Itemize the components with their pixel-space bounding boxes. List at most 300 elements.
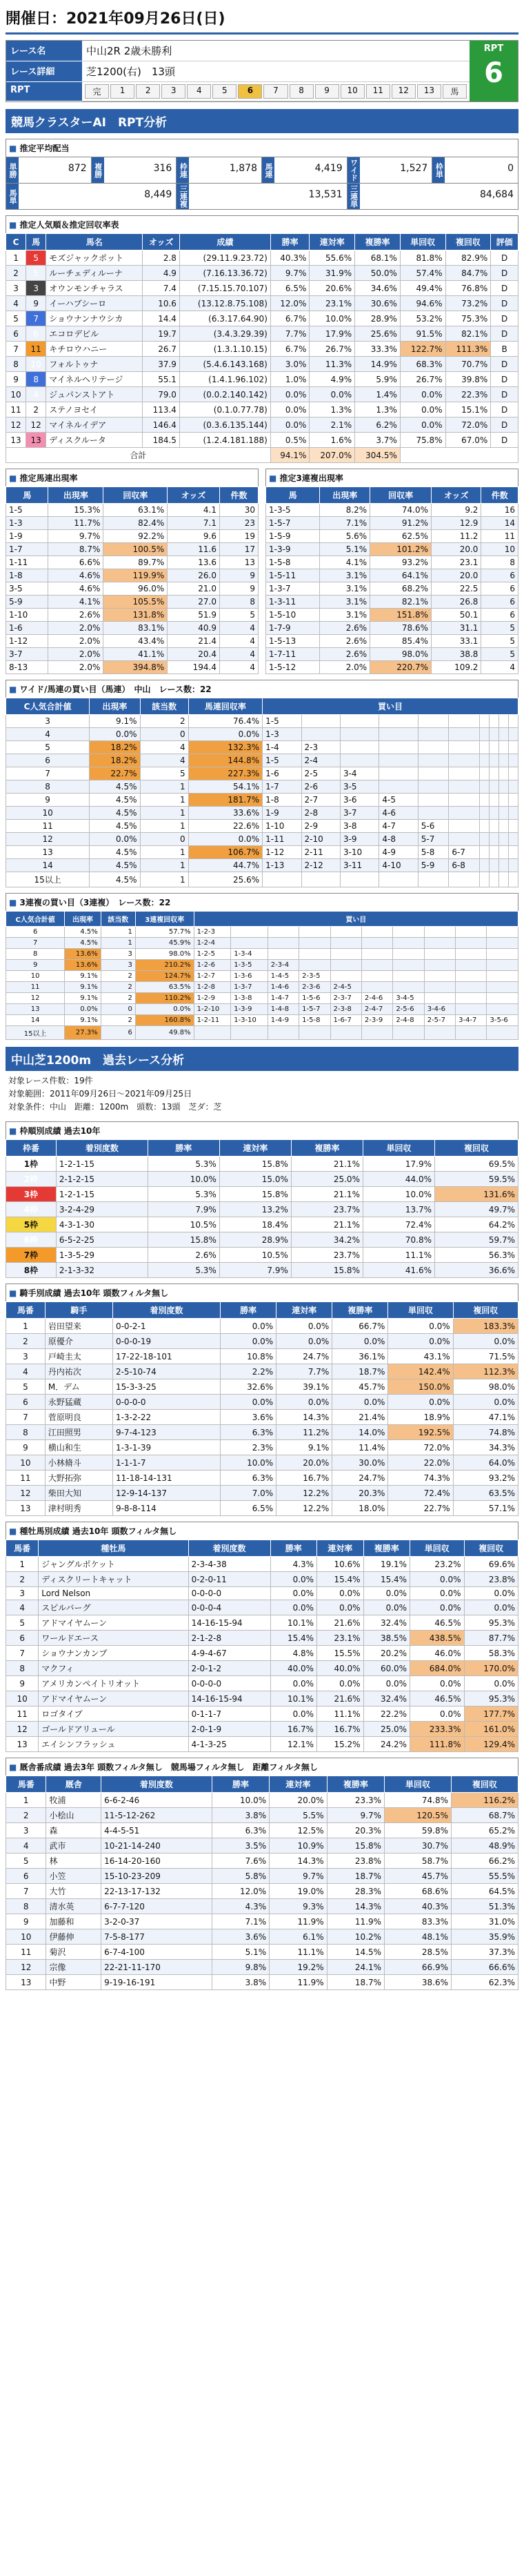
table-cell: 13 — [6, 846, 90, 859]
table-cell: 1-6 — [6, 622, 48, 635]
table-cell: 0.0% — [276, 1334, 332, 1349]
bet-combination: 1-2-11 — [194, 1015, 231, 1026]
table-cell: 4.1% — [48, 596, 103, 609]
table-row — [6, 1425, 518, 1440]
table-cell: 12 — [6, 417, 26, 433]
table-row — [266, 661, 518, 674]
race-tab-1[interactable]: 1 — [110, 84, 134, 99]
table-cell: D — [491, 372, 518, 387]
table-cell: 6.7% — [270, 342, 310, 357]
table-cell: 10.1% — [270, 1691, 317, 1707]
table-cell: 150.0% — [388, 1379, 453, 1395]
table-cell: 0 — [101, 1004, 135, 1015]
bet-combination — [393, 971, 424, 982]
table-cell: 9 — [26, 296, 46, 311]
table-cell: 11.9% — [270, 1914, 327, 1929]
bet-combination — [489, 846, 498, 859]
table-cell: 74.3% — [388, 1471, 453, 1486]
payout-label: 単勝 — [6, 157, 19, 183]
table-cell: 40.0% — [317, 1661, 364, 1676]
table-cell: D — [491, 417, 518, 433]
table-row — [6, 1615, 518, 1631]
table-cell: 2枠 — [6, 1172, 57, 1187]
table-cell: 10 — [6, 387, 26, 402]
table-cell: 15.0% — [219, 1172, 291, 1187]
race-tab-13[interactable]: 13 — [417, 84, 441, 99]
table-cell: 15.5% — [317, 1646, 364, 1661]
table-cell: 22.2% — [363, 1707, 410, 1722]
bet-combination — [498, 859, 508, 872]
bet-combination — [361, 927, 392, 938]
bet-combination — [393, 927, 424, 938]
table-cell: 9.8% — [212, 1960, 269, 1975]
bet-combination: 2-3-7 — [330, 993, 361, 1004]
race-tab-4[interactable]: 4 — [187, 84, 211, 99]
column-header: 馬 — [6, 487, 48, 504]
bet-combination — [379, 741, 418, 754]
table-cell: 11 — [6, 402, 26, 417]
total-value: 94.1% — [270, 448, 310, 463]
bet-combination: 2-3-6 — [299, 982, 330, 993]
column-header: 回収率 — [103, 487, 168, 504]
bet-combination — [231, 927, 268, 938]
table-cell: 14.5% — [327, 1945, 384, 1960]
column-header: C人気合計値 — [6, 912, 65, 927]
table-cell: 1-12 — [6, 635, 48, 648]
table-cell: (1.3.1.10.15) — [179, 342, 270, 357]
table-row — [266, 543, 518, 556]
table-cell: 30.6% — [355, 296, 401, 311]
table-cell: 58.7% — [385, 1854, 452, 1869]
table-cell: 30 — [219, 504, 258, 517]
column-header: C人気合計値 — [6, 698, 90, 715]
table-cell: 0.0% — [317, 1587, 364, 1600]
bet-combination: 1-6-7 — [330, 1015, 361, 1026]
table-row — [6, 1004, 518, 1015]
race-tab-8[interactable]: 8 — [290, 84, 314, 99]
bet-combination: 6-7 — [449, 846, 480, 859]
table-cell: D — [491, 387, 518, 402]
column-header: 単回収 — [400, 234, 445, 250]
table-cell: 1.0% — [270, 372, 310, 387]
table-cell: 20.0% — [270, 1793, 327, 1808]
trainer-table — [6, 1776, 518, 1990]
race-detail-label: レース詳細 — [6, 61, 82, 82]
table-cell: (13.12.8.75.108) — [179, 296, 270, 311]
table-row — [6, 1600, 518, 1615]
table-cell: 10.0% — [148, 1172, 219, 1187]
table-cell: 6 — [6, 1395, 46, 1410]
race-tab-6[interactable]: 6 — [238, 84, 262, 99]
table-row — [6, 596, 259, 609]
table-cell: 26.7% — [400, 372, 445, 387]
table-cell: 0-2-0-11 — [188, 1572, 270, 1587]
bet-combination — [418, 741, 449, 754]
bet-combination: 6-8 — [449, 859, 480, 872]
payout-cell — [262, 157, 347, 183]
payout-value: 872 — [68, 163, 87, 174]
table-cell: 91.2% — [370, 517, 432, 530]
table-cell: 47.1% — [453, 1410, 518, 1425]
column-header: 馬番 — [6, 1540, 39, 1557]
table-cell: 13.7% — [363, 1202, 434, 1217]
table-cell: 75.8% — [400, 433, 445, 448]
table-cell: 4-4-5-51 — [101, 1823, 212, 1838]
table-cell: 6.7% — [270, 311, 310, 326]
bet-combination — [424, 1026, 455, 1040]
bet-combination: 2-3-4 — [268, 960, 299, 971]
race-tab-11[interactable]: 11 — [366, 84, 390, 99]
bet-combination: 2-7 — [301, 794, 340, 807]
table-cell: 0.0% — [332, 1395, 388, 1410]
bet-combination — [479, 741, 489, 754]
table-cell: 12-9-14-137 — [112, 1486, 220, 1501]
table-cell: 13 — [6, 1975, 46, 1990]
table-cell: 5 — [219, 609, 258, 622]
table-cell: 129.4% — [464, 1737, 518, 1752]
table-cell: 11 — [6, 982, 65, 993]
table-cell: 12 — [6, 993, 65, 1004]
table-cell: 7 — [6, 1884, 46, 1899]
table-cell: 2 — [6, 266, 26, 281]
bet-combination — [449, 715, 480, 728]
bet-combination: 2-3 — [301, 741, 340, 754]
table-cell: 2 — [101, 1015, 135, 1026]
table-cell: 82.9% — [445, 250, 491, 266]
table-cell: 6.5% — [270, 281, 310, 296]
table-row — [6, 1232, 518, 1248]
column-header: 該当数 — [101, 912, 135, 927]
table-cell: 13.2% — [219, 1202, 291, 1217]
table-cell: 17-22-18-101 — [112, 1349, 220, 1364]
table-cell: 9.7% — [270, 1869, 327, 1884]
bet-combination: 1-3-8 — [231, 993, 268, 1004]
table-cell: 4.1 — [168, 504, 220, 517]
table-cell: 22-21-11-170 — [101, 1960, 212, 1975]
bet-combination: 1-2-7 — [194, 971, 231, 982]
table-cell: 6 — [6, 754, 90, 767]
table-cell: 15-10-23-209 — [101, 1869, 212, 1884]
table-cell: 12.2% — [276, 1501, 332, 1516]
table-cell: 26.7 — [143, 342, 180, 357]
table-cell: 24.1% — [327, 1960, 384, 1975]
table-cell: 81.8% — [400, 250, 445, 266]
table-cell: 28.5% — [385, 1945, 452, 1960]
total-value: 304.5% — [355, 448, 401, 463]
bet-combination — [449, 728, 480, 741]
table-cell: 49.4% — [400, 281, 445, 296]
table-cell: 19.7 — [143, 326, 180, 342]
table-cell: 11.4% — [332, 1440, 388, 1455]
bet-combination — [330, 938, 361, 949]
column-header: 馬連回収率 — [188, 698, 262, 715]
table-cell: 6 — [481, 596, 518, 609]
table-cell: 1-1-1-7 — [112, 1455, 220, 1471]
bet-combination — [194, 1026, 231, 1040]
race-tab-馬[interactable]: 馬 — [443, 84, 467, 99]
table-cell: 181.7% — [188, 794, 262, 807]
bet-combination — [456, 960, 487, 971]
table-cell: 394.8% — [103, 661, 168, 674]
table-cell: 0-0-2-1 — [112, 1319, 220, 1334]
table-cell: 1 — [6, 1793, 46, 1808]
bet-combination: 4-8 — [379, 833, 418, 846]
table-cell: 6 — [6, 326, 26, 342]
table-cell: 32.6% — [221, 1379, 276, 1395]
bet-combination: 1-4-9 — [268, 1015, 299, 1026]
table-row — [6, 1945, 518, 1960]
table-cell: 142.4% — [388, 1364, 453, 1379]
race-tab-9[interactable]: 9 — [315, 84, 339, 99]
bet-combination — [449, 780, 480, 794]
table-cell: 2.6% — [148, 1248, 219, 1263]
table-cell: 40.9 — [168, 622, 220, 635]
race-tab-5[interactable]: 5 — [212, 84, 236, 99]
table-row — [6, 1172, 518, 1187]
table-cell: 9 — [6, 1440, 46, 1455]
table-cell: 94.6% — [400, 296, 445, 311]
table-cell: 10.6% — [317, 1557, 364, 1572]
race-tab-10[interactable]: 10 — [341, 84, 365, 99]
table-cell: 132.3% — [188, 741, 262, 754]
table-cell: ゴールドアリュール — [39, 1722, 188, 1737]
bet-combination — [456, 949, 487, 960]
table-cell: 72.4% — [388, 1486, 453, 1501]
table-cell: 32.4% — [363, 1615, 410, 1631]
bet-combination — [498, 754, 508, 767]
bet-combination: 3-9 — [340, 833, 379, 846]
table-cell: 8 — [6, 780, 90, 794]
table-cell: 8 — [26, 372, 46, 387]
table-cell: 2-1-3-32 — [56, 1263, 148, 1278]
table-cell: 45.7% — [332, 1379, 388, 1395]
table-cell: 3 — [6, 281, 26, 296]
table-cell: 9.1% — [65, 971, 101, 982]
table-row — [266, 530, 518, 543]
table-cell: 5 — [6, 741, 90, 754]
table-cell: 14 — [481, 517, 518, 530]
bet-combination — [487, 949, 518, 960]
table-cell: 10.0% — [310, 311, 355, 326]
bet-combination: 1-3-10 — [231, 1015, 268, 1026]
table-cell: 2.6% — [320, 635, 370, 648]
column-header: 着別度数 — [56, 1140, 148, 1157]
column-header: 複回収 — [445, 234, 491, 250]
table-cell: 13 — [6, 433, 26, 448]
bet-combination — [456, 1004, 487, 1015]
table-cell: 3.5% — [212, 1838, 269, 1854]
race-tab-完[interactable]: 完 — [85, 84, 109, 99]
table-cell: ジャングルポケット — [39, 1557, 188, 1572]
table-cell: 0.0% — [464, 1676, 518, 1691]
column-header: 複勝率 — [355, 234, 401, 250]
table-cell: 0.0% — [270, 1600, 317, 1615]
table-cell: 15.8% — [219, 1157, 291, 1172]
bet-combination — [498, 846, 508, 859]
rpt-label: RPT — [483, 43, 504, 54]
table-cell: 13.6% — [65, 960, 101, 971]
table-cell: 109.2 — [432, 661, 481, 674]
table-cell: 68.7% — [452, 1808, 518, 1823]
race-tab-12[interactable]: 12 — [392, 84, 416, 99]
table-cell: 57.4% — [400, 266, 445, 281]
table-cell: 0.0% — [135, 1004, 194, 1015]
table-cell: D — [491, 266, 518, 281]
table-cell: 4.5% — [65, 927, 101, 938]
table-row — [6, 1722, 518, 1737]
table-cell: 9 — [6, 794, 90, 807]
table-cell: 5 — [26, 250, 46, 266]
bet-combination: 1-2-3 — [194, 927, 231, 938]
bet-combination: 1-2-5 — [194, 949, 231, 960]
analysis-title: 競馬クラスターAI RPT分析 — [6, 109, 518, 133]
table-cell: 110.2% — [135, 993, 194, 1004]
table-cell: 3.8% — [212, 1808, 269, 1823]
column-header: 回収率 — [370, 487, 432, 504]
table-row — [6, 582, 259, 596]
race-tab-3[interactable]: 3 — [161, 84, 185, 99]
bet-combination: 1-6 — [263, 767, 301, 780]
table-cell: 14.3% — [276, 1410, 332, 1425]
table-row — [6, 820, 518, 833]
bet-combination — [361, 1026, 392, 1040]
table-cell: 9.3% — [270, 1899, 327, 1914]
bet-combination: 3-7 — [340, 807, 379, 820]
bet-combination: 1-10 — [263, 820, 301, 833]
table-cell: 14 — [6, 1015, 65, 1026]
table-cell: 78.6% — [370, 622, 432, 635]
table-cell: 36.6% — [435, 1263, 518, 1278]
table-row — [6, 1914, 518, 1929]
table-cell: 13 — [6, 1004, 65, 1015]
table-cell: 2.0% — [48, 661, 103, 674]
bet-combination — [268, 1026, 299, 1040]
table-cell: 1.3% — [310, 402, 355, 417]
table-cell: (6.3.17.64.90) — [179, 311, 270, 326]
bet-combination: 3-4-7 — [456, 1015, 487, 1026]
table-cell: 9-19-16-191 — [101, 1975, 212, 1990]
table-cell: B — [491, 342, 518, 357]
table-cell: 15.2% — [317, 1737, 364, 1752]
table-cell: 24.7% — [332, 1471, 388, 1486]
payout-value: 1,878 — [229, 163, 257, 174]
table-cell: 2-0-1-2 — [188, 1661, 270, 1676]
bet-combination: 2-9 — [301, 820, 340, 833]
table-cell: 10 — [6, 1455, 46, 1471]
table-cell: 54.1% — [188, 780, 262, 794]
column-header: 厩舎 — [46, 1776, 101, 1793]
table-cell: 70.7% — [445, 357, 491, 372]
table-cell: 1-3-5-29 — [56, 1248, 148, 1263]
table-cell: 22.5 — [432, 582, 481, 596]
table-cell: 63.5% — [135, 982, 194, 993]
table-row — [6, 1319, 518, 1334]
payout-cell — [177, 157, 262, 183]
table-cell: 10-21-14-240 — [101, 1838, 212, 1854]
table-row — [6, 767, 518, 780]
bet-combination: 1-13 — [263, 859, 301, 872]
table-cell: 4 — [481, 661, 518, 674]
race-tab-2[interactable]: 2 — [136, 84, 160, 99]
bet-combination — [479, 715, 489, 728]
horse-name: キチロウハニー — [46, 342, 143, 357]
bet-combination — [418, 767, 449, 780]
table-cell: 14.9% — [355, 357, 401, 372]
bet-combination — [361, 960, 392, 971]
jockey-table — [6, 1301, 518, 1516]
payout-cell — [177, 184, 347, 209]
bet-combination — [498, 715, 508, 728]
table-cell: 146.4 — [143, 417, 180, 433]
table-cell: 小桧山 — [46, 1808, 101, 1823]
table-row — [6, 1707, 518, 1722]
wide-buy-title: ■ ワイド/馬連の買い目（馬連） 中山 レース数：22 — [6, 680, 518, 698]
table-cell: (29.11.9.23.72) — [179, 250, 270, 266]
table-cell: 0.0% — [388, 1319, 453, 1334]
table-cell: 2 — [101, 982, 135, 993]
table-cell: 1-5 — [6, 504, 48, 517]
bet-combination — [479, 728, 489, 741]
table-cell: 0.0% — [270, 1676, 317, 1691]
table-cell: 7 — [6, 767, 90, 780]
bet-combination: 1-4-5 — [268, 971, 299, 982]
table-cell: D — [491, 250, 518, 266]
bet-combination — [424, 993, 455, 1004]
table-cell: 15以上 — [6, 1026, 65, 1040]
table-cell: 71.5% — [453, 1349, 518, 1364]
race-tab-7[interactable]: 7 — [263, 84, 288, 99]
table-row — [6, 266, 518, 281]
table-cell: 63.1% — [103, 504, 168, 517]
bet-combination — [508, 859, 518, 872]
table-cell: 31.1 — [432, 622, 481, 635]
bet-combination: 2-8 — [301, 807, 340, 820]
bet-combination — [424, 960, 455, 971]
table-cell: M．デム — [45, 1379, 112, 1395]
table-cell: 1-3-5 — [266, 504, 320, 517]
table-row — [6, 715, 518, 728]
table-cell: 9.2 — [432, 504, 481, 517]
combo-tables — [6, 463, 518, 674]
table-cell: 1 — [6, 1557, 39, 1572]
table-cell: 9 — [6, 372, 26, 387]
column-header: 枠番 — [6, 1140, 57, 1157]
column-header: 勝率 — [148, 1140, 219, 1157]
bet-combination: 1-11 — [263, 833, 301, 846]
bet-combination — [330, 1026, 361, 1040]
table-cell: 60.0% — [363, 1661, 410, 1676]
table-cell: 10.2% — [327, 1929, 384, 1945]
table-row — [266, 609, 518, 622]
table-cell: 2-3-4-38 — [188, 1557, 270, 1572]
table-row — [6, 938, 518, 949]
table-cell: 21.1% — [291, 1187, 363, 1202]
bet-combination — [479, 833, 489, 846]
table-cell: 伊藤伸 — [46, 1929, 101, 1945]
table-cell: 大野拓弥 — [45, 1471, 112, 1486]
table-cell: 41.1% — [103, 648, 168, 661]
table-cell: 10.0% — [363, 1187, 434, 1202]
table-cell: 59.7% — [435, 1232, 518, 1248]
table-cell: 15.8% — [219, 1187, 291, 1202]
table-cell: 20.0 — [432, 543, 481, 556]
bet-combination: 4-10 — [379, 859, 418, 872]
table-row — [6, 1440, 518, 1455]
table-cell: 18.7% — [332, 1364, 388, 1379]
bet-combination — [487, 971, 518, 982]
table-cell: 18.7% — [327, 1975, 384, 1990]
table-cell: 4枠 — [6, 1202, 57, 1217]
